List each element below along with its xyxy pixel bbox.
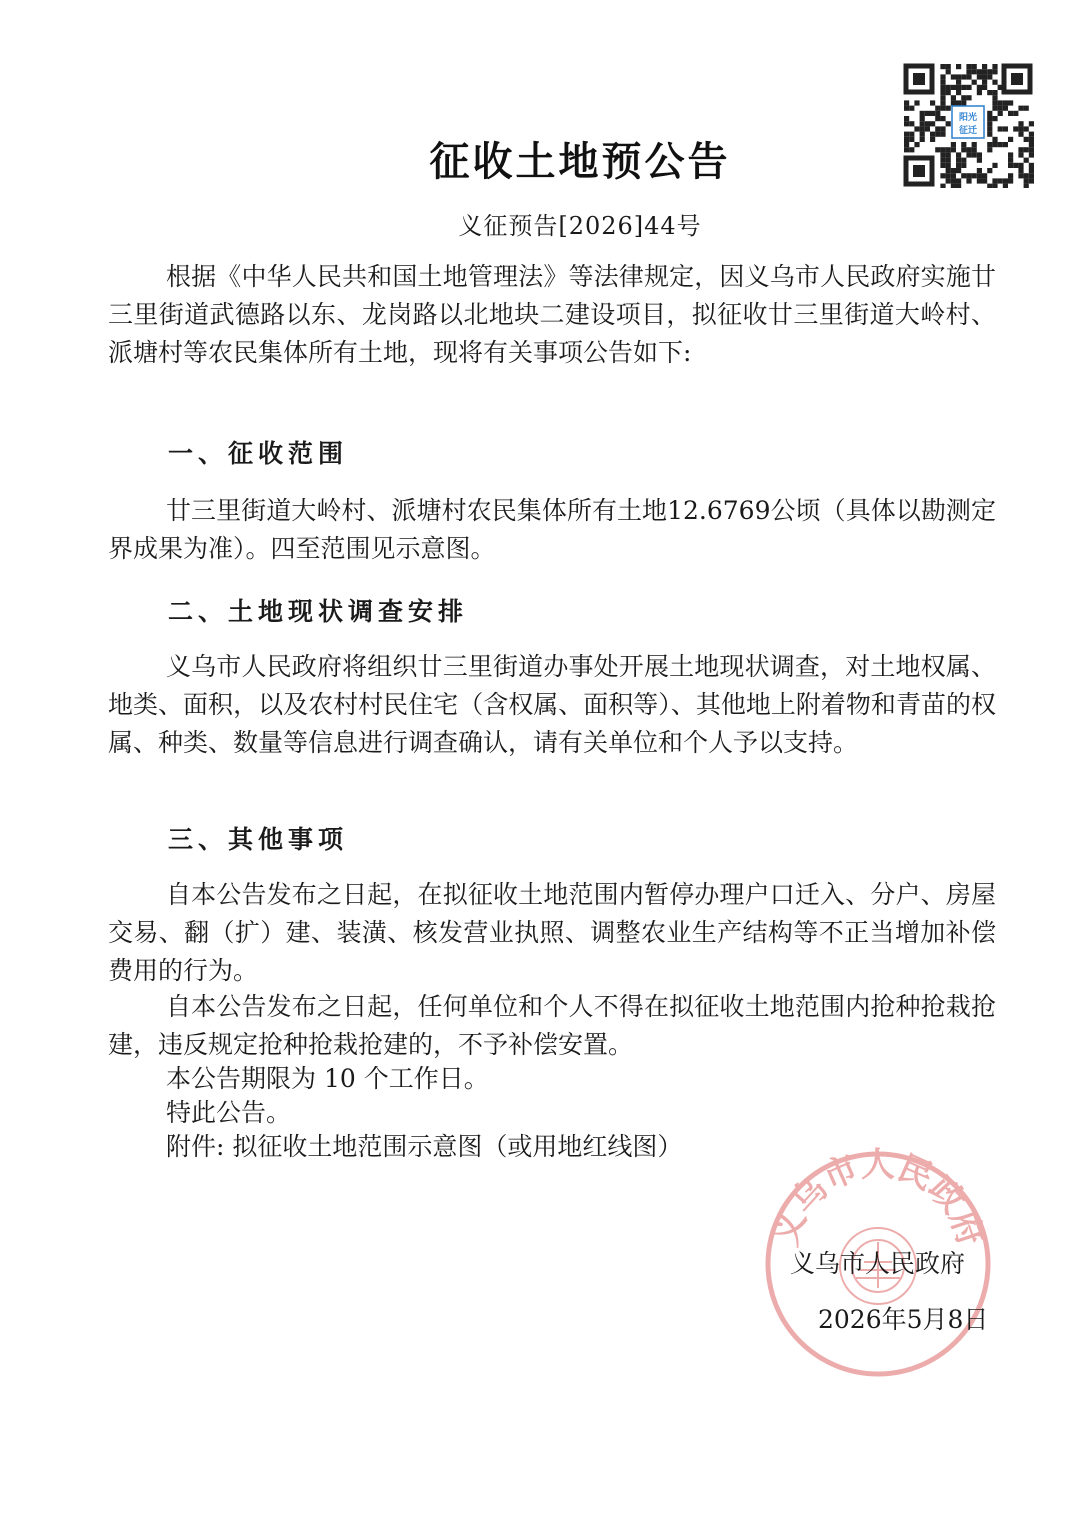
notice-period: 本公告期限为 10 个工作日。 xyxy=(166,1064,489,1093)
section-survey-paragraph: 义乌市人民政府将组织廿三里街道办事处开展土地现状调查，对土地权属、地类、面积，以及农村村民住宅（含权属、面积等）、其他地上附着物和青苗的权属、种类、数量等信息进行调查确认，请有关单位和个人予以支持。 xyxy=(108,652,996,757)
seal-text: 义乌市人民政府 xyxy=(765,1146,991,1251)
document-number: 义征预告[2026]44号 xyxy=(458,212,702,240)
section-heading-survey: 二、土地现状调查安排 xyxy=(168,597,469,626)
page-title: 征收土地预公告 xyxy=(429,139,731,185)
intro-paragraph: 根据《中华人民共和国土地管理法》等法律规定，因义乌市人民政府实施廿三里街道武德路以东、龙岗路以北地块二建设项目，拟征收廿三里街道大岭村、派塘村等农民集体所有土地，现将有关事项公告如下: xyxy=(108,262,996,367)
section-other-paragraph-1: 自本公告发布之日起，在拟征收土地范围内暂停办理户口迁入、分户、房屋交易、翻（扩）建、装潢、核发营业执照、调整农业生产结构等不正当增加补偿费用的行为。 xyxy=(108,880,996,985)
issue-date: 2026年5月8日 xyxy=(818,1305,989,1334)
section-heading-other: 三、其他事项 xyxy=(168,825,349,854)
issuer-name: 义乌市人民政府 xyxy=(790,1249,966,1278)
notice-closing: 特此公告。 xyxy=(166,1098,292,1127)
section-scope-paragraph: 廿三里街道大岭村、派塘村农民集体所有土地12.6769公顷（具体以勘测定界成果为准）。四至范围见示意图。 xyxy=(108,496,996,563)
qr-badge-label-line2: 征迁 xyxy=(958,126,978,136)
qr-badge-label-line1: 阳光 xyxy=(958,113,978,123)
attachment-note: 附件: 拟征收土地范围示意图（或用地红线图） xyxy=(166,1132,683,1161)
section-other-paragraph-2: 自本公告发布之日起，任何单位和个人不得在拟征收土地范围内抢种抢栽抢建，违反规定抢种抢栽抢建的，不予补偿安置。 xyxy=(108,992,996,1059)
section-heading-scope: 一、征收范围 xyxy=(168,439,349,468)
